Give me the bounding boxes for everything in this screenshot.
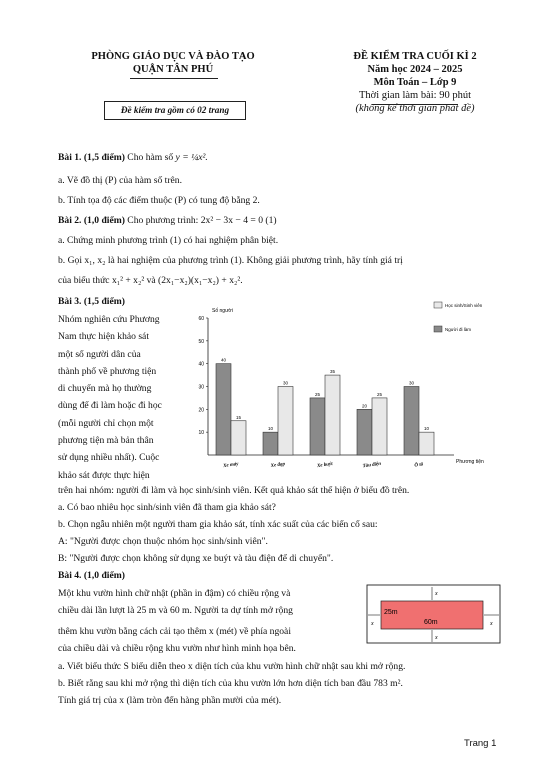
garden-length-label: 60m [424, 619, 438, 626]
category-label: Xe đạp [270, 462, 286, 469]
bar [325, 375, 340, 455]
bar-value-label: 10 [267, 426, 274, 432]
bar-value-label: 30 [408, 380, 415, 386]
bai2-b-line2: của biểu thức x₁² + x₂² và (2x₁−x₂)(x₁−x₂) + x₂². [58, 275, 243, 286]
category-label: Xe buýt [316, 461, 334, 470]
bar [357, 409, 372, 455]
page-count-box: Đề kiểm tra gồm có 02 trang [104, 101, 246, 120]
bai2-intro: Cho phương trình: 2x² − 3x − 4 = 0 (1) [127, 215, 277, 226]
bai3-line: Nhóm nghiên cứu Phương [58, 314, 160, 325]
legend-swatch [434, 302, 442, 308]
bai1-b: b. Tính tọa độ các điểm thuộc (P) có tung độ bằng 2. [58, 195, 260, 206]
category-label: Xe máy [222, 461, 239, 470]
bai3-line: phương tiện mà bản thân [58, 435, 154, 447]
garden-figure [366, 584, 502, 646]
bai2-b-line1: b. Gọi x₁, x₂ là hai nghiệm của phương trình (1). Không giải phương trình, hãy tính giá trị [58, 255, 403, 266]
bar [263, 432, 278, 455]
bai4-line2: chiều dài lần lượt là 25 m và 60 m. Người ta dự tính mở rộng [58, 605, 293, 616]
right-x-label: x [490, 621, 493, 627]
bai3-cont: trên hai nhóm: người đi làm và học sinh/sinh viên. Kết quả khảo sát thể hiện ở biểu đồ trên. [58, 485, 410, 496]
bar-value-label: 35 [329, 369, 336, 375]
bottom-x-label: x [435, 635, 438, 641]
page-number: Trang 1 [464, 738, 497, 749]
y-tick-label: 50 [198, 338, 204, 345]
bai3-title: Bài 3. (1,5 điểm) [58, 296, 125, 307]
bai4-b-line1: b. Biết rằng sau khi mở rộng thì diện tích của khu vườn lớn hơn diện tích ban đầu 783 m². [58, 678, 403, 689]
header-underline-right [372, 104, 458, 105]
school-year: Năm học 2024 – 2025 [367, 64, 463, 75]
bar-value-label: 30 [282, 380, 289, 386]
bai3-line: một số người dân của [58, 348, 141, 360]
bai1-title: Bài 1. (1,5 điểm) [58, 152, 125, 163]
bai3-event-a: A: "Người được chọn thuộc nhóm học sinh/sinh viên". [58, 536, 268, 547]
bai1-intro: Cho hàm số [127, 152, 174, 163]
bar-value-label: 15 [235, 414, 242, 420]
bai4-line4: của chiều dài và chiều rộng khu vườn như hình minh họa bên. [58, 643, 296, 654]
bai3-line: dùng để đi làm hoặc đi học [58, 400, 162, 412]
bars [216, 358, 434, 455]
bar [231, 421, 246, 455]
bai3-line: di chuyển mà họ thường [58, 383, 152, 395]
top-x-label: x [435, 591, 438, 597]
bai3-text [58, 311, 190, 484]
y-ticks [198, 316, 208, 436]
bai4-line1: Một khu vườn hình chữ nhật (phần in đậm) có chiều rộng và [58, 588, 291, 599]
bai3-line: khảo sát được thực hiện [58, 469, 150, 481]
x-axis-label: Phương tiện [456, 459, 484, 465]
category-label: Tàu điện [362, 461, 382, 470]
bai3-line: (mỗi người chỉ chọn một [58, 417, 154, 429]
bai3-a: a. Có bao nhiêu học sinh/sinh viên đã tham gia khảo sát? [58, 502, 276, 513]
school-dept [58, 50, 288, 76]
bai3-line: thành phố về phương tiện [58, 365, 157, 377]
bar [404, 387, 419, 456]
bar-value-label: 20 [361, 403, 368, 409]
exam-info [310, 50, 520, 115]
district-name: QUẬN TÂN PHÚ [132, 64, 214, 75]
garden-width-label: 25m [384, 609, 398, 616]
bar-value-label: 25 [314, 391, 321, 397]
category-label: Ô tô [414, 462, 424, 469]
y-tick-label: 10 [198, 430, 204, 437]
legend-swatch [434, 326, 442, 332]
bar-value-label: 25 [376, 391, 383, 397]
y-tick-label: 20 [198, 407, 204, 414]
bar-value-label: 10 [423, 426, 430, 432]
bar [372, 398, 387, 455]
bar [278, 387, 293, 456]
bai4-title: Bài 4. (1,0 điểm) [58, 570, 125, 581]
legend [434, 302, 483, 332]
bai2-header [58, 215, 277, 227]
bai3-b: b. Chọn ngẫu nhiên một người tham gia khảo sát, tính xác suất của các biến cố sau: [58, 519, 378, 530]
duration-note: (không kể thời gian phát đề) [355, 103, 475, 114]
bar [216, 364, 231, 455]
bai4-line3: thêm khu vườn bằng cách cải tạo thêm x (mét) về phía ngoài [58, 626, 291, 637]
bar-value-label: 40 [220, 357, 227, 363]
duration: Thời gian làm bài: 90 phút [359, 90, 471, 101]
dept-name: PHÒNG GIÁO DỤC VÀ ĐÀO TẠO [91, 51, 255, 62]
bai4-a: a. Viết biểu thức S biểu diễn theo x diện tích của khu vườn hình chữ nhật sau khi mở rộng. [58, 661, 406, 672]
bar [419, 432, 434, 455]
legend-label: Người đi làm [445, 327, 471, 332]
bai3-line: Nam thực hiện khảo sát [58, 331, 149, 343]
exam-title: ĐỀ KIỂM TRA CUỐI KÌ 2 [353, 51, 477, 62]
y-tick-label: 60 [198, 316, 204, 322]
bai3-line: sử dụng nhiều nhất). Cuộc [58, 452, 160, 464]
bai2-a: a. Chứng minh phương trình (1) có hai nghiệm phân biệt. [58, 235, 279, 246]
bai2-title: Bài 2. (1,0 điểm) [58, 215, 125, 226]
y-axis-label: Số người [212, 308, 233, 314]
bai1-header [58, 152, 208, 164]
bar [310, 398, 325, 455]
subject: Môn Toán – Lớp 9 [373, 77, 457, 88]
bai1-func: y = ¼x². [175, 152, 208, 163]
y-tick-label: 40 [198, 361, 204, 368]
header-underline-left [130, 78, 218, 79]
x-labels [222, 461, 424, 469]
transport-bar-chart [192, 300, 508, 482]
left-x-label: x [371, 621, 374, 627]
legend-label: Học sinh/Sinh viên [445, 303, 483, 308]
bai1-a: a. Vẽ đồ thị (P) của hàm số trên. [58, 175, 182, 186]
y-tick-label: 30 [198, 384, 204, 391]
bai4-b-line2: Tính giá trị của x (làm tròn đến hàng phần mười của mét). [58, 695, 282, 706]
bai3-event-b: B: "Người được chọn không sử dụng xe buýt và tàu điện để di chuyển". [58, 553, 334, 564]
